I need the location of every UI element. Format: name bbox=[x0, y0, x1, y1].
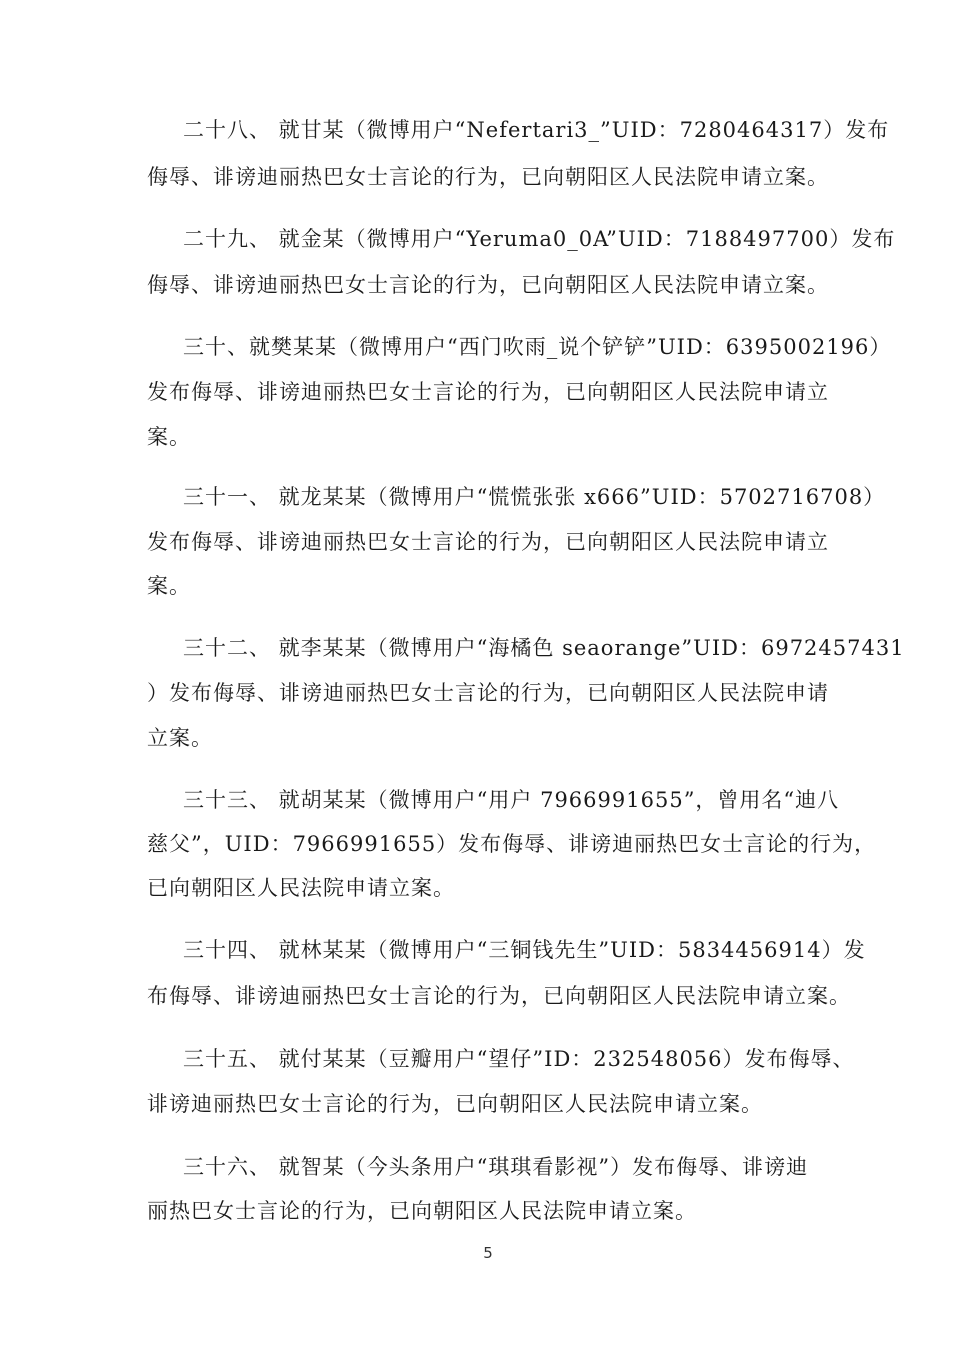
paragraph-line: 三十六、 就智某（今头条用户“琪琪看影视”）发布侮辱、诽谤迪 bbox=[183, 1155, 809, 1179]
paragraph-line: ）发布侮辱、诽谤迪丽热巴女士言论的行为，已向朝阳区人民法院申请 bbox=[147, 681, 829, 705]
page-number: 5 bbox=[483, 1244, 493, 1262]
paragraph-line: 案。 bbox=[147, 574, 191, 598]
paragraph-line: 侮辱、诽谤迪丽热巴女士言论的行为，已向朝阳区人民法院申请立案。 bbox=[147, 273, 829, 297]
paragraph-line: 三十二、 就李某某（微博用户“海橘色 seaorange”UID：6972457431 bbox=[183, 636, 905, 660]
paragraph-line: 二十九、 就金某（微博用户“Yeruma0_0A”UID：7188497700）发布 bbox=[183, 227, 896, 251]
paragraph-line: 二十八、 就甘某（微博用户“Nefertari3_”UID：7280464317）发布 bbox=[183, 118, 890, 142]
paragraph-line: 案。 bbox=[147, 425, 191, 449]
paragraph-line: 三十一、 就龙某某（微博用户“慌慌张张 x666”UID：5702716708） bbox=[183, 485, 886, 509]
paragraph-line: 诽谤迪丽热巴女士言论的行为，已向朝阳区人民法院申请立案。 bbox=[147, 1092, 763, 1116]
paragraph-line: 慈父”，UID：7966991655）发布侮辱、诽谤迪丽热巴女士言论的行为， bbox=[147, 832, 877, 856]
paragraph-line: 三十、就樊某某（微博用户“西门吹雨_说个铲铲”UID：6395002196） bbox=[183, 335, 892, 359]
paragraph-line: 发布侮辱、诽谤迪丽热巴女士言论的行为，已向朝阳区人民法院申请立 bbox=[147, 530, 829, 554]
paragraph-line: 已向朝阳区人民法院申请立案。 bbox=[147, 876, 455, 900]
paragraph-line: 发布侮辱、诽谤迪丽热巴女士言论的行为，已向朝阳区人民法院申请立 bbox=[147, 380, 829, 404]
paragraph-line: 立案。 bbox=[147, 726, 213, 750]
paragraph-line: 丽热巴女士言论的行为，已向朝阳区人民法院申请立案。 bbox=[147, 1199, 697, 1223]
paragraph-line: 三十五、 就付某某（豆瓣用户“望仔”ID：232548056）发布侮辱、 bbox=[183, 1047, 855, 1071]
paragraph-line: 侮辱、诽谤迪丽热巴女士言论的行为，已向朝阳区人民法院申请立案。 bbox=[147, 165, 829, 189]
paragraph-line: 三十三、 就胡某某（微博用户“用户 7966991655”，曾用名“迪八 bbox=[183, 788, 840, 812]
paragraph-line: 三十四、 就林某某（微博用户“三铜钱先生”UID：5834456914）发 bbox=[183, 938, 866, 962]
paragraph-line: 布侮辱、诽谤迪丽热巴女士言论的行为，已向朝阳区人民法院申请立案。 bbox=[147, 984, 851, 1008]
